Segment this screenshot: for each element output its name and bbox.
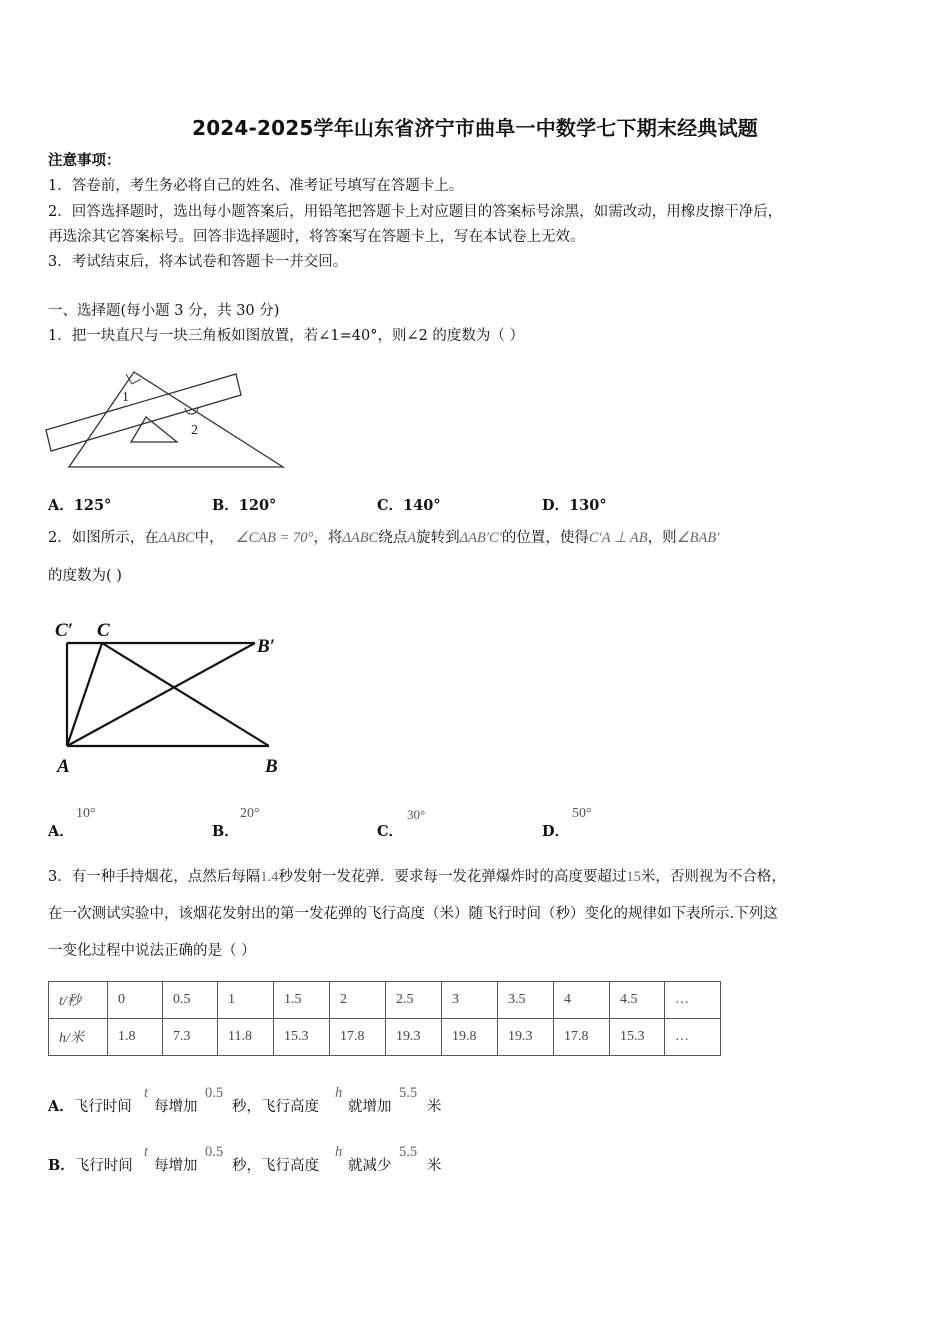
segment-c-b [102,643,269,746]
q3-part: 3．有一种手持烟花，点然后每隔 [48,869,261,885]
option-math: t [144,1085,149,1101]
q2-part: 旋转到 [416,530,460,546]
option-math: 0.5 [205,1144,224,1160]
q2-math: ∠BAB′ [676,530,720,546]
question-2-text [48,528,719,548]
option-value: 125° [73,497,112,514]
question-3-text-line3: 一变化过程中说法正确的是（ ） [48,943,256,959]
table-cell: 0 [108,982,163,1019]
option-math: 5.5 [399,1085,418,1101]
option-text: 秒，飞行高度 [232,1099,319,1115]
option-text: 飞行时间 [73,1099,132,1115]
option-text: 就减少 [348,1158,392,1174]
option-letter: C． [377,497,404,514]
table-header-cell: t/秒 [49,982,108,1019]
q2-part: 的位置，使得 [501,530,589,546]
option-math: h [335,1144,343,1160]
table-cell: 1 [218,982,274,1019]
q2-option-b[interactable] [212,806,260,841]
table-cell: 17.8 [554,1019,610,1056]
triangle-board [69,372,283,467]
table-cell: 3 [442,982,498,1019]
table-cell: 4.5 [610,982,665,1019]
q2-part: 中， [194,530,224,546]
page-title: 2024-2025学年山东省济宁市曲阜一中数学七下期末经典试题 [192,116,758,140]
q2-part: 绕点 [378,530,408,546]
option-text: 米 [427,1099,442,1115]
option-text: 秒，飞行高度 [232,1158,319,1174]
table-header-cell: h/米 [49,1019,108,1056]
option-math: 5.5 [399,1144,418,1160]
q2-math: C′A ⊥ AB [588,530,648,546]
point-label-c: C [97,620,110,641]
table-cell: … [665,982,721,1019]
q2-option-a[interactable] [48,806,96,841]
table-cell: 19.3 [386,1019,442,1056]
option-letter: C． [377,823,404,840]
table-row [49,1019,721,1056]
q3-part: 秒发射一发花弹．要求每一发花弹爆炸时的高度要超过 [278,869,627,885]
section-heading: 一、选择题(每小题 3 分，共 30 分) [48,303,280,319]
q2-figure [50,612,290,782]
option-letter: A． [48,497,74,514]
table-cell: 2.5 [386,982,442,1019]
q3-data-table [48,981,721,1056]
table-cell: 11.8 [218,1019,274,1056]
q2-math: ΔABC [342,530,379,546]
question-2-text-line2: 的度数为( ) [48,568,122,584]
q1-option-a[interactable] [48,494,111,515]
table-cell: 4 [554,982,610,1019]
q2-math: ∠CAB = 70° [235,530,314,546]
option-letter: B． [212,497,239,514]
q3-math: 15 [626,869,641,885]
notice-item: 3．考试结束后，将本试卷和答题卡一并交回。 [48,254,348,270]
q2-part: ，将 [313,530,343,546]
q2-option-c[interactable] [377,807,426,841]
ruler [46,374,241,451]
question-3-text-line2: 在一次测试实验中，该烟花发射出的第一发花弹的飞行高度（米）随飞行时间（秒）变化的规律如下表所示.下列这 [48,906,778,922]
table-cell: 15.3 [610,1019,665,1056]
notice-item: 再选涂其它答案标号。回答非选择题时，将答案写在答题卡上，写在本试卷上无效。 [48,229,585,245]
table-cell: 3.5 [498,982,554,1019]
point-label-c-prime: C′ [55,620,74,641]
q3-math: 1.4 [260,869,279,885]
table-cell: 2 [330,982,386,1019]
question-3-text [48,867,786,887]
table-cell: 7.3 [163,1019,218,1056]
q2-part: 2．如图所示，在 [48,530,159,546]
table-row [49,982,721,1019]
option-value: 20° [240,806,260,821]
option-letter: D． [542,823,570,840]
table-cell: 17.8 [330,1019,386,1056]
angle-2-label: 2 [191,423,198,438]
option-letter: B． [48,1157,75,1174]
question-1-text: 1．把一块直尺与一块三角板如图放置，若∠1=40°，则∠2 的度数为（ ） [48,328,525,344]
option-text: 就增加 [348,1099,392,1115]
point-label-b-prime: B′ [257,636,276,657]
option-value: 30° [407,807,426,822]
point-label-a: A [57,756,70,777]
q1-option-b[interactable] [212,494,276,515]
notice-item: 2．回答选择题时，选出每小题答案后，用铅笔把答题卡上对应题目的答案标号涂黑，如需改动，用橡皮擦干净后， [48,204,783,220]
table-cell: 19.3 [498,1019,554,1056]
option-letter: A． [48,823,74,840]
q1-figure [40,360,290,472]
q3-option-a[interactable] [48,1085,548,1127]
angle-1-label: 1 [122,390,129,405]
q2-math: ΔABC [158,530,195,546]
q1-option-c[interactable] [377,494,441,515]
option-text: 飞行时间 [74,1158,133,1174]
option-letter: D． [542,497,570,514]
option-math: 0.5 [205,1085,224,1101]
table-cell: 0.5 [163,982,218,1019]
q3-part: 米，否则视为不合格， [640,869,786,885]
option-value: 120° [238,497,277,514]
segment-a-bprime [67,643,255,746]
option-text: 每增加 [154,1099,198,1115]
table-cell: 1.5 [274,982,330,1019]
option-value: 10° [76,806,96,821]
table-cell: 15.3 [274,1019,330,1056]
q2-math: ΔAB′C′ [459,530,502,546]
option-value: 130° [569,497,607,514]
option-value: 140° [403,497,441,514]
notice-item: 1．答卷前，考生务必将自己的姓名、准考证号填写在答题卡上。 [48,178,464,194]
option-text: 每增加 [154,1158,198,1174]
table-cell: 19.8 [442,1019,498,1056]
table-cell: 1.8 [108,1019,163,1056]
table-cell: … [665,1019,721,1056]
q2-part: ，则 [647,530,677,546]
option-value: 50° [572,806,592,821]
option-math: t [144,1144,149,1160]
point-label-b: B [265,756,278,777]
q2-option-d[interactable] [542,806,592,841]
notice-heading: 注意事项： [48,152,121,169]
option-letter: A． [48,1098,74,1115]
option-text: 米 [427,1158,442,1174]
q1-option-d[interactable] [542,494,607,515]
q3-option-b[interactable] [48,1144,548,1186]
option-letter: B． [212,823,239,840]
q2-math: A [407,530,417,546]
option-math: h [335,1085,343,1101]
